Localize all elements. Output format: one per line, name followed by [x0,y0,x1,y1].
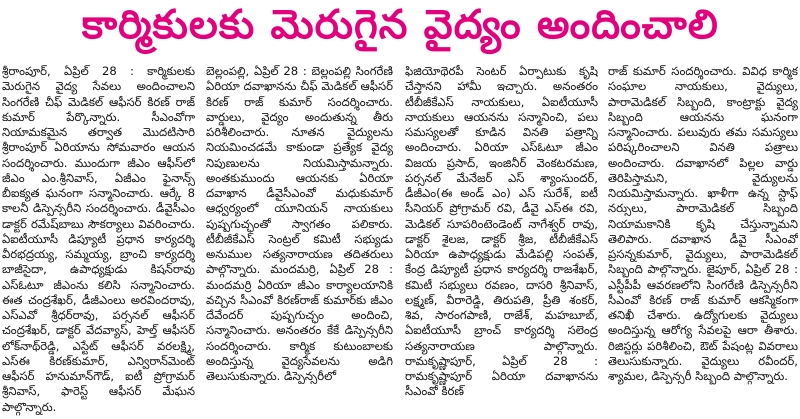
column-3-text: ఫిజియోథెరపీ సెంటర్ ఏర్పాటుకు కృషి చేస్తానని హామీ ఇచ్చారు. అనంతరం టీబీజీకేఎస్ నాయకులు, ఏఐటీయూసీ నాయకులు ఆయనను సన్మానించి, పలు సమస్యలతో కూడిన వినతి పత్రాన్ని అందించారు. ఏరియా ఎస్‌ఓటూ జీఎం విజయ ప్రసాద్, ఇంజినీర్ వెంకటరమణ, పర్సనల్ మేనేజర్ ఎస్ శ్యాంసుందర్, డీజీఎం(ఈ అండ్ ఎం) ఎస్ సురేశ్, ఐటీ సీనియర్ ప్రోగ్రామర్ రవి, డీవై ఎస్ఈ రవి, మెడికల్ సూపరింటెండెంట్ నాగేశ్వర్ రావు, డాక్టర్ శైలజ, డాక్టర్ శ్రీజ, టీబీజీకేఎస్ ఏరియా ఉపాధ్యక్షుడు మేడిపల్లి సంపత్, కేంద్ర డిప్యూటీ ప్రధాన కార్యదర్శి రాజశేఖర్, కమిటీ సభ్యులు రవణం, దాసరి శ్రీనివాస్, లక్ష్మణ్, వీరారెడ్డి, తిరుపతి, ప్రీతి శంకర్, శివ, సారంగపాణి, రాజేశ్, మహబూబ్, ఏఐటీయూసీ బ్రాంచ్ కార్యదర్శి సలెంద్ర సత్యనారాయణ పాల్గొన్నారు. రామకృష్ణాపూర్, ఏప్రిల్ 28 : రామకృష్ణాపూర్ ఏరియా దవాఖానను సీఎంవో కిరణ్ [405,64,598,399]
article-column-2 [206,64,393,417]
column-2-text: బెల్లంపల్లి, ఏప్రిల్ 28 : బెల్లంపల్లి సింగరేణి ఏరియా దవాఖానను చీఫ్ మెడికల్ ఆఫీసర్ కిరణ్ రాజ్ కుమార్ సందర్శించారు. వార్డులు, వైద్యం అందుతున్న తీరు పరిశీలించారు. నూతన వైద్యులను నియమించడమే కాకుండా ప్రత్యేక వైద్య నిపుణులను నియమిస్తామన్నారు. అంతకుముందు ఆయనకు ఏరియా దవాఖాన డీవైసీఎంవో మధుకుమార్ ఆధ్వర్యంలో యూనియన్ నాయకులు పుష్పగుచ్ఛంతో స్వాగతం పలికారు. టీబీజీకేఎస్ సెంట్రల్ కమిటీ సభ్యుడు అనుముల సత్యనారాయణ తదితరులు పాల్గొన్నారు. మందమర్రి, ఏప్రిల్ 28 : మందమర్రి ఏరియా జీఎం కార్యాలయానికి వచ్చిన సీఎంవో కిరణ్‌రాజ్ కుమార్‌కు జీఎం దేవేందర్ పుష్పగుచ్ఛం అందించి, సన్మానించారు. అనంతరం కేకే డిస్పెన్సరీని సందర్శించారు. కార్మిక కుటుంబాలకు అందిస్తున్న వైద్యసేవలను అడిగి తెలుసుకున్నారు. డిస్పెన్సరీలో [206,64,393,383]
column-1-text: శ్రీరాంపూర్, ఏప్రిల్ 28 : కార్మికులకు మెరుగైన వైద్య సేవలు అందించాలని సింగరేణి చీఫ్ మెడికల్ ఆఫీసర్ కిరణ్ రాజ్ కుమార్ పేర్కొన్నారు. సీఎంవోగా నియామకమైన తర్వాత మొదటిసారి శ్రీరాంపూర్ ఏరియాను సోమవారం ఆయన సందర్శించారు. ముందుగా జీఎం ఆఫీస్‌లో జీఎం ఎం.శ్రీనివాస్, ఏజీఎం ఫైనాన్స్ బీఐక్యత ఘనంగా సన్మానించారు. ఆర్కే 8 కాలనీ డిస్పెన్సరీని సందర్శించారు. డీవైసీఎం డాక్టర్ రమేష్‌బాబు సౌకర్యాలు వివరించారు. ఏఐటీయూసీ డిప్యూటీ ప్రధాన కార్యదర్శి వీరభద్రయ్య, సమ్మయ్య, బ్రాంచి కార్యదర్శి బాజీసైదా, ఉపాధ్యక్షుడు కిషన్‌రావు ఎస్ఓటూ జీఎంను కలిసి సన్మానించారు. ఈత చంద్రశేఖర్, డీజీఎంలు అరవిందరావు, ఎస్ఎవో శ్రీధర్‌రావు, పర్సనల్ ఆఫీసర్ చంద్రశేఖర్, డాక్టర్ వేదవ్యాస్, హెల్త్ ఆఫీసర్ లోక్‌నాథ్‌రెడ్డి, ఎస్టేట్ ఆఫీసర్ వరలక్ష్మి, ఎస్ఈ కిరణ్‌కుమార్, ఎన్విరాన్‌మెంట్ ఆఫీసర్ హనుమాన్‌గౌడ్, ఐటీ ప్రోగ్రామర్ శ్రీనివాస్, ఫారెస్ట్ ఆఫీసర్ మేఘన పాల్గొన్నారు. [2,64,195,414]
article-headline [0,0,800,60]
column-4-text: రాజ్ కుమార్ సందర్శించారు. వివిధ కార్మిక సంఘాల నాయకులు, వైద్యులు, పారామెడికల్ సిబ్బంది, కాంట్రాక్టు వైద్య సిబ్బంది ఆయనను ఘనంగా సన్మానించారు. పలువురు తమ సమస్యలు పరిష్కరించాలని వినతి పత్రాలు అందించారు. దవాఖానలో పిల్లల వార్డు తెరిపిస్తామని, వైద్యులను నియమిస్తామన్నారు. ఖాళీగా ఉన్న స్టాఫ్ నర్సులు, పారామెడికల్ సిబ్బంది నియామకానికి కృషి చేస్తున్నామని తెలిపారు. దవాఖాన డీవై సీఎంవో ప్రసన్నకుమార్, వైద్యులు, పారామెడికల్ సిబ్బంది పాల్గొన్నారు. జైపూర్, ఏప్రిల్ 28 : ఎస్టీపీపీ ఆవరణలోని సింగరేణి డిస్పెన్సరీని సీఎంవో కిరణ్ రాజ్ కుమార్ ఆకస్మికంగా తనిఖీ చేశారు. ఉద్యోగులకు వైద్యులు అందిస్తున్న ఆరోగ్య సేవలపై ఆరా తీశారు. రిజిస్టర్లు పరిశీలించి, ఔట్ పేషంట్ల వివరాలు తెలుసుకున్నారు. వైద్యులు రవీందర్, శ్యామల, డిస్పెన్సరీ సిబ్బంది పాల్గొన్నారు. [608,64,798,383]
article-column-1 [2,64,195,417]
article-column-3 [405,64,598,417]
article-body [2,64,798,417]
article-column-4 [608,64,798,417]
headline-text: కార్మికులకు మెరుగైన వైద్యం అందించాలి [81,2,719,48]
